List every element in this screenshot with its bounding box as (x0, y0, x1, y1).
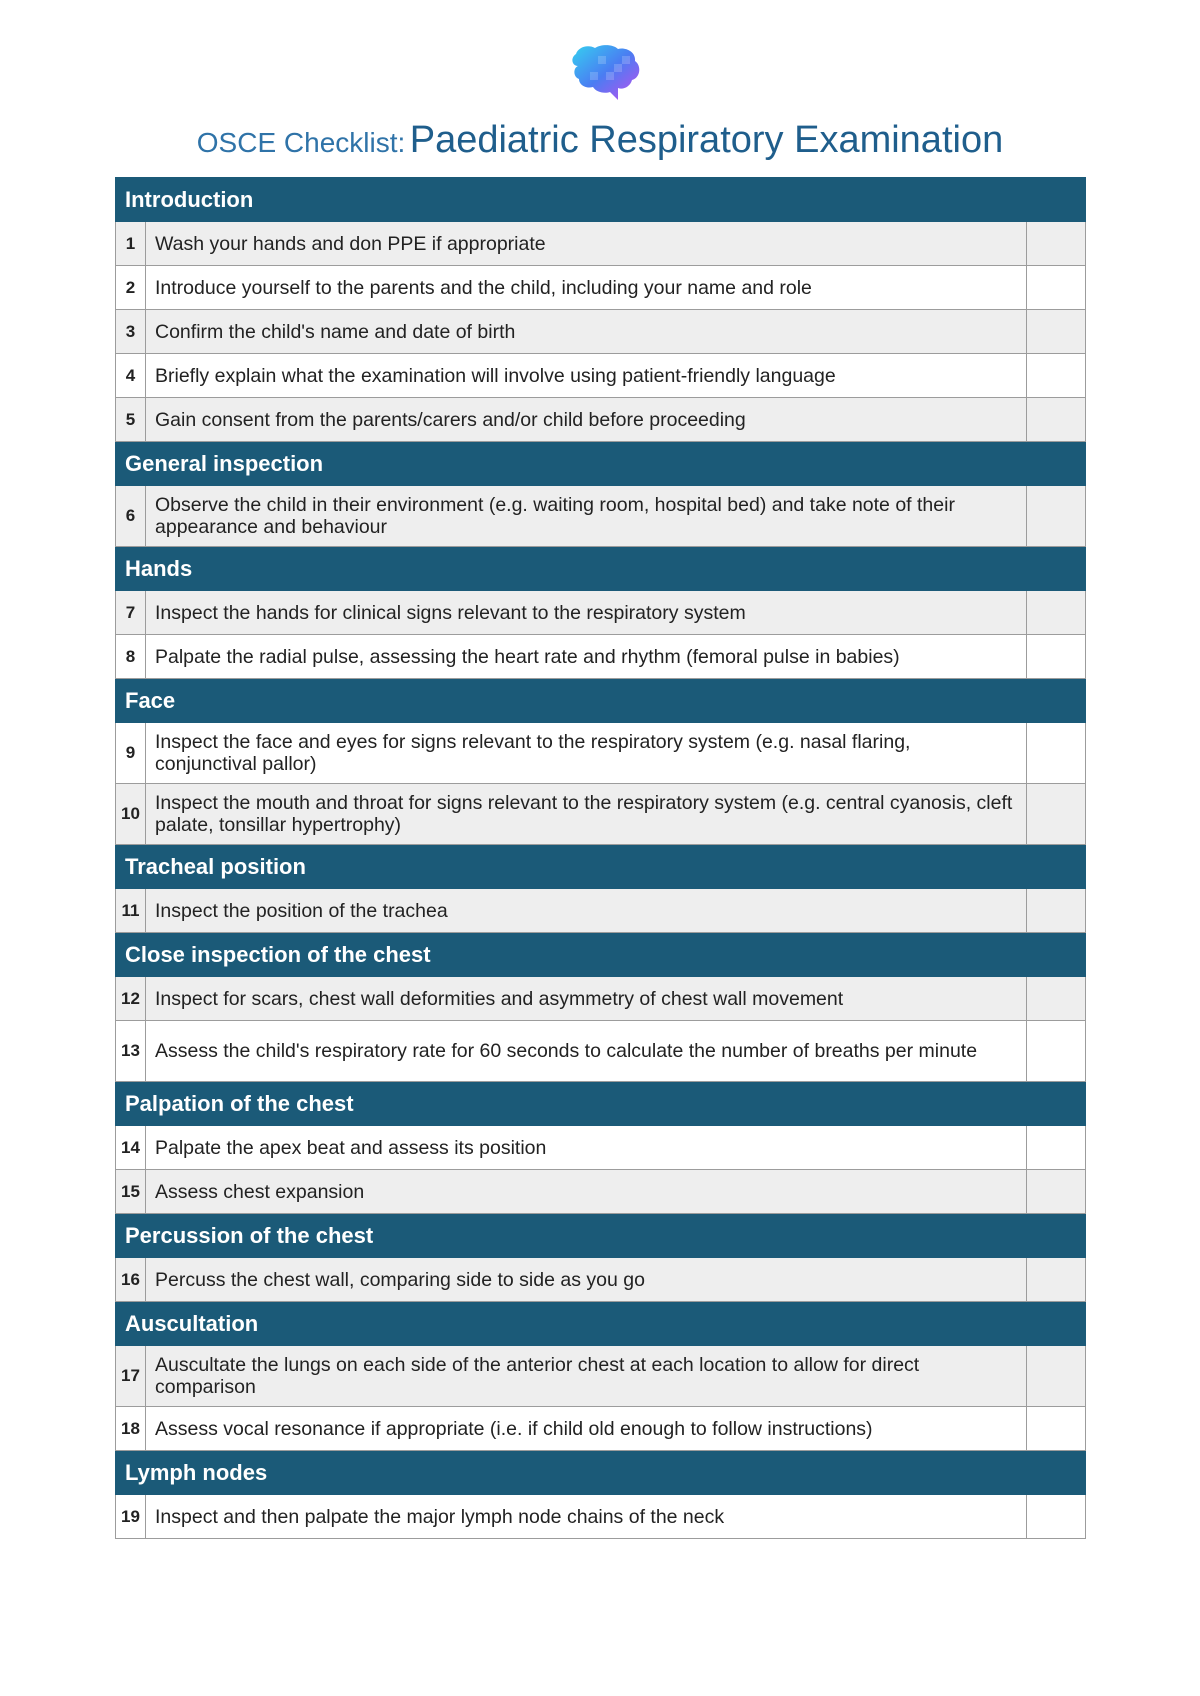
item-text: Gain consent from the parents/carers and/or child before proceeding (146, 398, 1027, 442)
section-title: General inspection (116, 442, 1086, 486)
checklist-row (116, 1407, 1086, 1451)
item-text: Palpate the apex beat and assess its position (146, 1126, 1027, 1170)
section-header (116, 1451, 1086, 1495)
section-title: Auscultation (116, 1302, 1086, 1346)
item-number: 9 (116, 723, 146, 784)
check-box[interactable] (1026, 723, 1085, 784)
check-box[interactable] (1026, 1258, 1085, 1302)
section-header (116, 1302, 1086, 1346)
checklist-row (116, 310, 1086, 354)
item-number: 5 (116, 398, 146, 442)
section-header (116, 1214, 1086, 1258)
check-box[interactable] (1026, 635, 1085, 679)
item-number: 10 (116, 784, 146, 845)
item-number: 8 (116, 635, 146, 679)
item-text: Observe the child in their environment (e.g. waiting room, hospital bed) and take note of their appearance and behaviour (146, 486, 1027, 547)
checklist-row (116, 398, 1086, 442)
section-header (116, 845, 1086, 889)
section-title: Face (116, 679, 1086, 723)
checklist-row (116, 977, 1086, 1021)
checklist-row (116, 222, 1086, 266)
checklist-row (116, 1021, 1086, 1082)
check-box[interactable] (1026, 1021, 1085, 1082)
item-text: Briefly explain what the examination will involve using patient-friendly language (146, 354, 1027, 398)
item-number: 1 (116, 222, 146, 266)
checklist-row (116, 591, 1086, 635)
check-box[interactable] (1026, 1495, 1085, 1539)
item-text: Wash your hands and don PPE if appropriate (146, 222, 1027, 266)
section-header (116, 442, 1086, 486)
section-title: Hands (116, 547, 1086, 591)
section-header (116, 178, 1086, 222)
item-number: 2 (116, 266, 146, 310)
check-box[interactable] (1026, 354, 1085, 398)
item-number: 6 (116, 486, 146, 547)
checklist-row (116, 1495, 1086, 1539)
item-number: 4 (116, 354, 146, 398)
section-title: Tracheal position (116, 845, 1086, 889)
item-text: Assess the child's respiratory rate for 60 seconds to calculate the number of breaths per minute (146, 1021, 1027, 1082)
section-title: Introduction (116, 178, 1086, 222)
check-box[interactable] (1026, 1126, 1085, 1170)
item-text: Inspect the mouth and throat for signs relevant to the respiratory system (e.g. central cyanosis, cleft palate, tonsillar hypertrophy) (146, 784, 1027, 845)
item-number: 13 (116, 1021, 146, 1082)
item-number: 15 (116, 1170, 146, 1214)
item-text: Inspect the face and eyes for signs relevant to the respiratory system (e.g. nasal flaring, conjunctival pallor) (146, 723, 1027, 784)
checklist-row (116, 1170, 1086, 1214)
item-text: Inspect and then palpate the major lymph node chains of the neck (146, 1495, 1027, 1539)
checklist-row (116, 266, 1086, 310)
title-main: Paediatric Respiratory Examination (409, 119, 1004, 161)
checklist-row (116, 486, 1086, 547)
section-header (116, 679, 1086, 723)
item-number: 18 (116, 1407, 146, 1451)
item-number: 12 (116, 977, 146, 1021)
section-title: Lymph nodes (116, 1451, 1086, 1495)
brain-logo-icon (568, 44, 644, 108)
item-text: Confirm the child's name and date of birth (146, 310, 1027, 354)
section-header (116, 933, 1086, 977)
section-title: Close inspection of the chest (116, 933, 1086, 977)
checklist-row (116, 889, 1086, 933)
item-text: Introduce yourself to the parents and the child, including your name and role (146, 266, 1027, 310)
item-text: Assess chest expansion (146, 1170, 1027, 1214)
check-box[interactable] (1026, 1407, 1085, 1451)
section-header (116, 1082, 1086, 1126)
checklist-row (116, 784, 1086, 845)
checklist-row (116, 1258, 1086, 1302)
item-text: Inspect the hands for clinical signs relevant to the respiratory system (146, 591, 1027, 635)
checklist-row (116, 354, 1086, 398)
item-number: 14 (116, 1126, 146, 1170)
item-number: 16 (116, 1258, 146, 1302)
item-number: 3 (116, 310, 146, 354)
checklist-row (116, 1346, 1086, 1407)
item-number: 11 (116, 889, 146, 933)
title-prefix: OSCE Checklist: (196, 127, 406, 158)
check-box[interactable] (1026, 266, 1085, 310)
check-box[interactable] (1026, 784, 1085, 845)
check-box[interactable] (1026, 398, 1085, 442)
checklist-table (115, 177, 1086, 1539)
item-text: Palpate the radial pulse, assessing the heart rate and rhythm (femoral pulse in babies) (146, 635, 1027, 679)
item-text: Percuss the chest wall, comparing side to side as you go (146, 1258, 1027, 1302)
check-box[interactable] (1026, 1346, 1085, 1407)
section-title: Palpation of the chest (116, 1082, 1086, 1126)
check-box[interactable] (1026, 1170, 1085, 1214)
check-box[interactable] (1026, 222, 1085, 266)
section-title: Percussion of the chest (116, 1214, 1086, 1258)
item-number: 19 (116, 1495, 146, 1539)
check-box[interactable] (1026, 310, 1085, 354)
item-number: 7 (116, 591, 146, 635)
check-box[interactable] (1026, 591, 1085, 635)
check-box[interactable] (1026, 977, 1085, 1021)
item-text: Assess vocal resonance if appropriate (i.e. if child old enough to follow instructions) (146, 1407, 1027, 1451)
item-text: Inspect for scars, chest wall deformities and asymmetry of chest wall movement (146, 977, 1027, 1021)
item-text: Auscultate the lungs on each side of the anterior chest at each location to allow for direct comparison (146, 1346, 1027, 1407)
checklist-row (116, 723, 1086, 784)
section-header (116, 547, 1086, 591)
item-number: 17 (116, 1346, 146, 1407)
checklist-row (116, 1126, 1086, 1170)
check-box[interactable] (1026, 889, 1085, 933)
check-box[interactable] (1026, 486, 1085, 547)
checklist-row (116, 635, 1086, 679)
page-title (0, 118, 1200, 170)
item-text: Inspect the position of the trachea (146, 889, 1027, 933)
